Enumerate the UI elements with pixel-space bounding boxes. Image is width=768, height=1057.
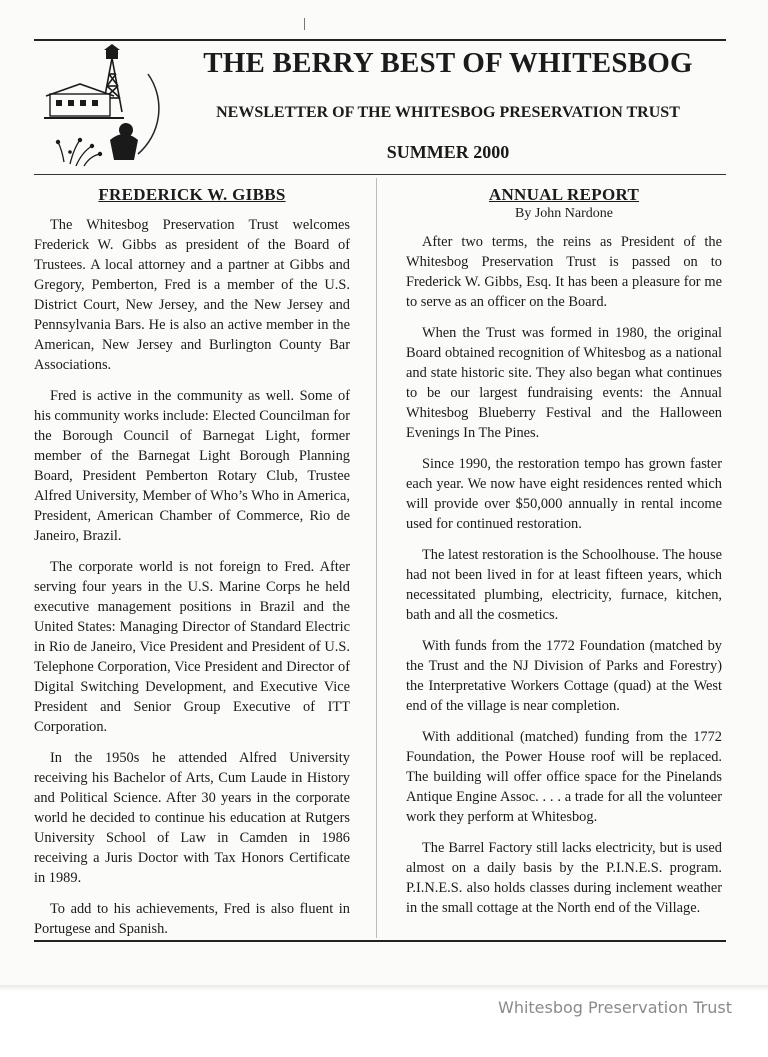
article-paragraph: Since 1990, the restoration tempo has grown faster each year. We now have eight residences rented which will provide over $50,000 annually in rental income used for continued restoration. (406, 456, 722, 532)
article-heading: FREDERICK W. GIBBS (98, 185, 286, 204)
crop-mark (304, 18, 305, 30)
page-edge (0, 985, 768, 991)
article-paragraph: The latest restoration is the Schoolhouse. The house had not been lived in for at least fifteen years, which necessitated plumbing, electricity, furnace, kitchen, bath and all the cosmetics. (406, 547, 722, 623)
article-paragraph: With funds from the 1772 Foundation (matched by the Trust and the NJ Division of Parks and Forestry) the Interpretative Workers Cottage (quad) at the West end of the village is near completion. (406, 638, 722, 714)
bottom-rule (34, 940, 726, 942)
newsletter-subtitle: NEWSLETTER OF THE WHITESBOG PRESERVATION TRUST (216, 104, 680, 121)
article-paragraph: After two terms, the reins as President of the Whitesbog Preservation Trust is passed on to Frederick W. Gibbs, Esq. It has been a pleasure for me to serve as an officer on the Board. (406, 234, 722, 310)
article-frederick-gibbs (34, 185, 350, 939)
article-paragraph: Fred is active in the community as well. Some of his community works include: Elected Councilman for the Borough Council of Barnegat Light, former member of the Barnegat Light Borough Planning Board, President Pemberton Rotary Club, Trustee Alfred University, Member of Who’s Who in America, President, American Chamber of Commerce, Rio de Janeiro, Brazil. (34, 388, 350, 544)
article-heading: ANNUAL REPORT (488, 185, 640, 204)
column-divider (376, 178, 377, 938)
issue-date: SUMMER 2000 (386, 142, 510, 162)
newsletter-title: THE BERRY BEST OF WHITESBOG (203, 47, 693, 79)
top-rule (34, 39, 726, 41)
article-paragraph: The corporate world is not foreign to Fred. After serving four years in the U.S. Marine Corps he held executive management positions in Brazil and the United States: Managing Director of Standard Electric in Rio de Janeiro, Vice President and President of U.S. Telephone Corporation, Vice President and Director of Digital Switching Development, and Executive Vice President and Senior Group Executive of ITT Corporation. (34, 559, 350, 735)
article-annual-report (406, 185, 722, 918)
article-paragraph: The Whitesbog Preservation Trust welcomes Frederick W. Gibbs as president of the Board of Trustees. A local attorney and a partner at Gibbs and Gregory, Pemberton, Fred is a member of the U.S. District Court, New Jersey, and the New Jersey and Pennsylvania Bars. He is also an active member in the American, New Jersey and Burlington County Bar Associations. (34, 217, 350, 373)
article-paragraph: In the 1950s he attended Alfred University receiving his Bachelor of Arts, Cum Laude in History and Political Science. After 30 years in the corporate world he decided to continue his education at Rutgers University School of Law in Camden in 1986 receiving a Juris Doctor with Tax Honors Certificate in 1989. (34, 750, 350, 886)
source-credit: Whitesbog Preservation Trust (498, 998, 732, 1017)
article-paragraph: To add to his achievements, Fred is also fluent in Portugese and Spanish. (34, 901, 350, 937)
article-paragraph: With additional (matched) funding from the 1772 Foundation, the Power House roof will be replaced. The building will offer office space for the Pinelands Antique Engine Assoc. . . . a trade for all the volunteer work they perform at Whitesbog. (406, 729, 722, 825)
article-paragraph: The Barrel Factory still lacks electricity, but is used almost on a daily basis by the P.I.N.E.S. program. P.I.N.E.S. also holds classes during inclement weather in the small cottage at the North end of the Village. (406, 840, 722, 916)
masthead-rule (34, 174, 726, 175)
article-paragraph: When the Trust was formed in 1980, the original Board obtained recognition of Whitesbog as a national and state historic site. They also began what continues to be our largest fundraising events: the Annual Whitesbog Blueberry Festival and the Halloween Evenings In The Pines. (406, 325, 722, 441)
article-byline: By John Nardone (515, 206, 613, 221)
whitesbog-logo (40, 44, 164, 172)
